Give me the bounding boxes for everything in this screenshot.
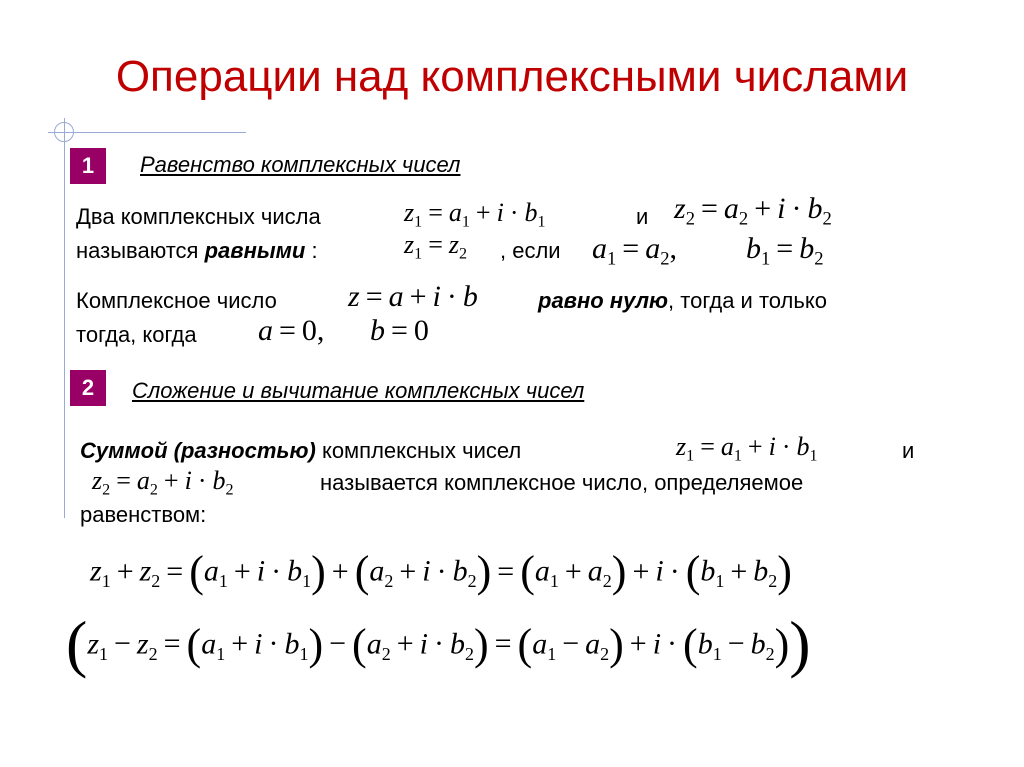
zero-line-2-text: тогда, когда bbox=[76, 322, 197, 347]
sum-word: Суммой (разностью) bbox=[80, 438, 316, 463]
section-2-heading: Сложение и вычитание комплексных чисел bbox=[132, 378, 585, 403]
formula-z-eq: z = a + i · b bbox=[348, 280, 478, 313]
equality-line-1-text: Два комплексных числа bbox=[76, 204, 321, 229]
sum-and-word: и bbox=[902, 438, 915, 463]
sum-line-2-text: называется комплексное число, определяемое bbox=[320, 470, 804, 495]
section-1-heading: Равенство комплексных чисел bbox=[140, 152, 461, 177]
sum-line-3-text: равенством: bbox=[80, 502, 207, 527]
sum-line-1-text: комплексных чисел bbox=[315, 438, 522, 463]
zero-condition-text: , тогда и только bbox=[668, 288, 827, 313]
sum-line-1 bbox=[80, 438, 521, 464]
zero-line-1-tail bbox=[538, 288, 827, 314]
section-2-badge: 2 bbox=[70, 370, 106, 406]
divider-vertical bbox=[64, 118, 65, 518]
formula-a-eq-0: a = 0, bbox=[258, 314, 325, 347]
crosshair-circle-icon bbox=[54, 122, 74, 142]
page-title: Операции над комплексными числами bbox=[115, 52, 909, 101]
formula-z2: $z_2 = a_2 + i \cdot b_2$ bbox=[674, 192, 832, 230]
zero-line-1-text: Комплексное число bbox=[76, 288, 277, 313]
formula-sum-z1: $z_1 = a_1 + i \cdot b_1$ bbox=[676, 432, 818, 465]
formula-sum: $z_1 + z_2 = (a_1 + i \cdot b_1) + (a_2 + i \cdot b_2) = (a_1 + a_2) + i \cdot (b_1 + b_2)$ bbox=[90, 547, 792, 596]
and-word: и bbox=[636, 204, 649, 229]
formula-z1-eq-z2: $z_1 = z_2$ bbox=[404, 230, 468, 263]
formula-z1: $z_1 = a_1 + i \cdot b_1$ bbox=[404, 198, 546, 231]
formula-sum-z2: $z_2 = a_2 + i \cdot b_2$ bbox=[92, 466, 234, 499]
section-1-badge: 1 bbox=[70, 148, 106, 184]
called-text: называются bbox=[76, 238, 199, 263]
zero-equal-word: равно нулю bbox=[538, 288, 669, 313]
formula-b-eq-0: b = 0 bbox=[370, 314, 429, 347]
divider-horizontal bbox=[48, 132, 246, 133]
formula-b1-eq-b2: $b_1 = b_2$ bbox=[746, 232, 824, 270]
formula-difference: $(z_1 - z_2 = (a_1 + i \cdot b_1) - (a_2 + i \cdot b_2) = (a_1 - a_2) + i \cdot (b_1 - b_2))$ bbox=[66, 608, 811, 679]
equality-line-2 bbox=[76, 238, 318, 264]
colon: : bbox=[311, 238, 318, 263]
equal-word: равными bbox=[204, 238, 306, 263]
formula-a1-eq-a2: $a_1 = a_2$, bbox=[592, 232, 678, 270]
if-word: , если bbox=[500, 238, 561, 263]
